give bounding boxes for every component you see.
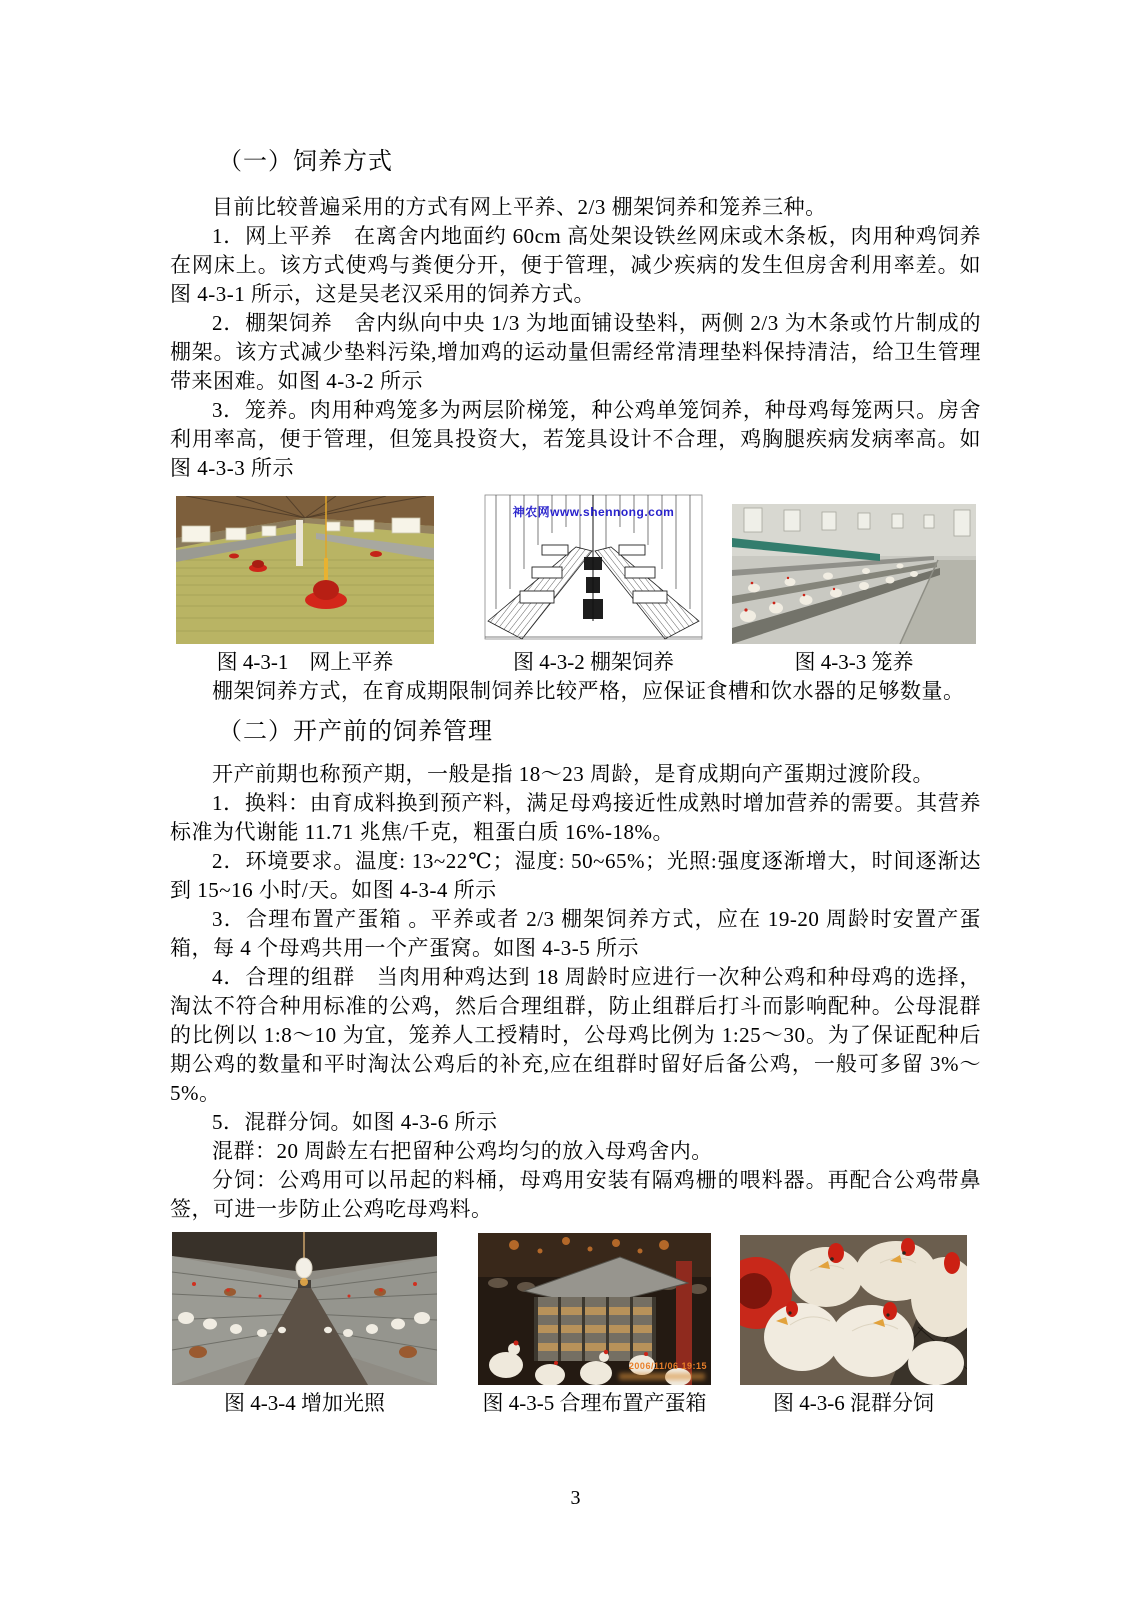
section2-heading: （二）开产前的饲养管理 [218,719,493,745]
section2-item-2: 2．环境要求。温度: 13~22℃；湿度: 50~65%；光照:强度逐渐增大，时间逐渐达到 15~16 小时/天。如图 4-3-4 所示 [170,849,981,902]
section2-item-5: 5．混群分饲。如图 4-3-6 所示 [212,1110,498,1134]
section1-item-3: 3．笼养。肉用种鸡笼多为两层阶梯笼，种公鸡单笼饲养，种母鸡每笼两只。房舍利用率高，便于管理，但笼具投资大，若笼具设计不合理，鸡胸腿疾病发病率高。如图 4-3-3 所示 [170,398,981,480]
section2-item-3: 3．合理布置产蛋箱 。平养或者 2/3 棚架饲养方式，应在 19-20 周龄时安置产蛋箱，每 4 个母鸡共用一个产蛋窝。如图 4-3-5 所示 [170,907,981,960]
section1-intro: 目前比较普遍采用的方式有网上平养、2/3 棚架饲养和笼养三种。 [212,195,827,219]
page-number: 3 [570,1487,581,1509]
figure-4-3-4 [172,1232,437,1418]
caged-rows-art [732,504,976,644]
figure-4-3-6 [740,1235,967,1418]
shennong-watermark: 神农网www.shennong.com [512,505,675,519]
section1-heading: （一）饲养方式 [218,149,393,175]
figure-4-3-3 [732,504,976,677]
figure-4-3-5-image [478,1233,711,1385]
figure-4-3-2-caption: 图 4-3-2 棚架饲养 [513,650,674,674]
figure-4-3-5-caption: 图 4-3-5 合理布置产蛋箱 [482,1391,707,1415]
section1-closing: 棚架饲养方式，在育成期限制饲养比较严格，应保证食槽和饮水器的足够数量。 [212,679,965,703]
figure-4-3-5 [478,1233,711,1418]
figure-4-3-1-caption: 图 4-3-1 网上平养 [216,650,394,674]
figure-4-3-2 [480,489,707,677]
figure-row-2 [170,1232,981,1418]
section2-mixing-note: 混群：20 周龄左右把留种公鸡均匀的放入母鸡舍内。 [212,1139,713,1163]
figure-4-3-3-caption: 图 4-3-3 笼养 [794,650,914,674]
section2-intro: 开产前期也称预产期，一般是指 18～23 周龄，是育成期向产蛋期过渡阶段。 [212,762,934,786]
section2-separate-feeding-note: 分饲：公鸡用可以吊起的料桶，母鸡用安装有隔鸡栅的喂料器。再配合公鸡带鼻签，可进一步防止公鸡吃母鸡料。 [170,1168,981,1221]
photo-timestamp: 2006/11/06 19:15 [628,1361,707,1371]
figure-4-3-4-caption: 图 4-3-4 增加光照 [224,1391,385,1415]
figure-row-1 [170,489,981,677]
section1-item-1: 1．网上平养 在离舍内地面约 60cm 高处架设铁丝网床或木条板，肉用种鸡饲养在网床上。该方式使鸡与粪便分开，便于管理，减少疾病的发生但房舍利用率差。如图 4-3-1 所示，这是吴老汉采用的饲养方式。 [170,224,981,306]
section2-item-1: 1．换料：由育成料换到预产料，满足母鸡接近性成熟时增加营养的需要。其营养标准为代谢能 11.71 兆焦/千克，粗蛋白质 16%-18%。 [170,791,981,844]
figure-4-3-6-caption: 图 4-3-6 混群分饲 [773,1391,934,1415]
figure-4-3-4-image [172,1232,437,1385]
cage-aisle-art [172,1232,437,1385]
photo-stamp-smudge [619,1373,705,1380]
mixed-flock-art [740,1235,967,1385]
figure-4-3-6-image [740,1235,967,1385]
figure-4-3-3-image [732,504,976,644]
figure-4-3-1-image [176,496,434,644]
figure-4-3-1 [176,496,434,677]
section2-item-4: 4．合理的组群 当肉用种鸡达到 18 周龄时应进行一次种公鸡和种母鸡的选择，淘汰不符合种用标准的公鸡，然后合理组群，防止组群后打斗而影响配种。公母混群的比例以 1:8～10 为宜，笼养人工授精时，公母鸡比例为 1:25～30。为了保证配种后期公鸡的数量和平时淘汰公鸡后的补充,应在组群时留好后备公鸡，一般可多留 3%～5%。 [170,965,981,1105]
net-floor-house-art [176,496,434,644]
section1-item-2: 2．棚架饲养 舍内纵向中央 1/3 为地面铺设垫料，两侧 2/3 为木条或竹片制成的棚架。该方式减少垫料污染,增加鸡的运动量但需经常清理垫料保持清洁，给卫生管理带来困难。如图 4-3-2 所示 [170,311,981,393]
figure-4-3-2-image [480,489,707,644]
